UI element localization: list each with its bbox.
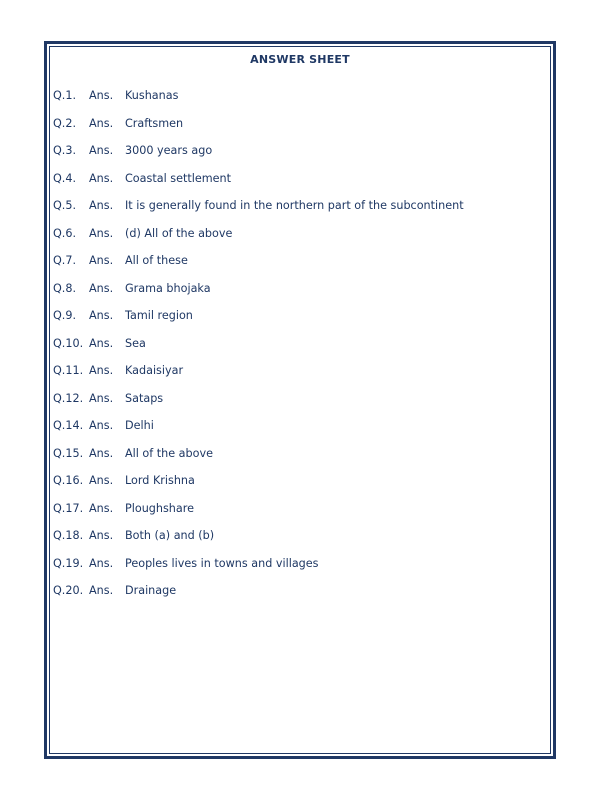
answer-label: Ans. bbox=[89, 281, 114, 295]
question-number: Q.14. bbox=[53, 419, 84, 432]
answer-row bbox=[53, 447, 464, 475]
answer-list bbox=[53, 89, 464, 612]
answer-label: Ans. bbox=[89, 226, 114, 240]
answer-row bbox=[53, 392, 464, 420]
page-title: ANSWER SHEET bbox=[250, 53, 350, 66]
answer-text: (d) All of the above bbox=[125, 226, 233, 240]
answer-text: Kushanas bbox=[125, 89, 179, 102]
answer-row bbox=[53, 144, 464, 172]
answer-label: Ans. bbox=[89, 254, 114, 267]
answer-text: All of the above bbox=[125, 446, 213, 460]
answer-label: Ans. bbox=[89, 336, 114, 350]
question-number: Q.5. bbox=[53, 199, 77, 212]
answer-label: Ans. bbox=[89, 364, 114, 377]
answer-row bbox=[53, 337, 464, 365]
answer-text: Coastal settlement bbox=[125, 171, 231, 185]
question-number: Q.2. bbox=[53, 116, 77, 130]
answer-label: Ans. bbox=[89, 584, 114, 597]
question-number: Q.10. bbox=[53, 336, 84, 350]
question-number: Q.20. bbox=[53, 584, 84, 597]
answer-text: Lord Krishna bbox=[125, 474, 195, 487]
question-number: Q.4. bbox=[53, 171, 77, 185]
answer-label: Ans. bbox=[89, 116, 114, 130]
answer-text: It is generally found in the northern part of the subcontinent bbox=[125, 199, 464, 212]
answer-text: Ploughshare bbox=[125, 501, 194, 515]
answer-text: Craftsmen bbox=[125, 116, 184, 130]
question-number: Q.3. bbox=[53, 144, 77, 157]
answer-row bbox=[53, 254, 464, 282]
answer-row bbox=[53, 172, 464, 200]
answer-text: Sea bbox=[125, 336, 146, 350]
answer-label: Ans. bbox=[89, 529, 114, 542]
answer-label: Ans. bbox=[89, 391, 114, 405]
answer-row bbox=[53, 529, 464, 557]
question-number: Q.18. bbox=[53, 529, 84, 542]
answer-label: Ans. bbox=[89, 556, 114, 570]
answer-sheet-frame bbox=[44, 41, 556, 759]
answer-row bbox=[53, 309, 464, 337]
answer-row bbox=[53, 117, 464, 145]
answer-row bbox=[53, 227, 464, 255]
answer-row bbox=[53, 474, 464, 502]
question-number: Q.9. bbox=[53, 309, 77, 322]
answer-label: Ans. bbox=[89, 309, 114, 322]
answer-row bbox=[53, 89, 464, 117]
answer-label: Ans. bbox=[89, 419, 114, 432]
question-number: Q.6. bbox=[53, 226, 77, 240]
answer-row bbox=[53, 419, 464, 447]
answer-label: Ans. bbox=[89, 171, 114, 185]
answer-row bbox=[53, 584, 464, 612]
answer-row bbox=[53, 364, 464, 392]
answer-text: Kadaisiyar bbox=[125, 364, 184, 377]
answer-row bbox=[53, 199, 464, 227]
answer-row bbox=[53, 282, 464, 310]
answer-text: All of these bbox=[125, 254, 188, 267]
answer-text: Tamil region bbox=[125, 309, 193, 322]
answer-row bbox=[53, 502, 464, 530]
question-number: Q.16. bbox=[53, 474, 84, 487]
answer-label: Ans. bbox=[89, 199, 114, 212]
answer-label: Ans. bbox=[89, 474, 114, 487]
question-number: Q.15. bbox=[53, 446, 84, 460]
answer-text: Both (a) and (b) bbox=[125, 529, 215, 542]
answer-text: 3000 years ago bbox=[125, 144, 213, 157]
answer-row bbox=[53, 557, 464, 585]
question-number: Q.1. bbox=[53, 89, 77, 102]
answer-text: Grama bhojaka bbox=[125, 281, 211, 295]
answer-label: Ans. bbox=[89, 89, 114, 102]
question-number: Q.12. bbox=[53, 391, 84, 405]
answer-text: Sataps bbox=[125, 391, 164, 405]
answer-text: Delhi bbox=[125, 419, 154, 432]
answer-label: Ans. bbox=[89, 446, 114, 460]
answer-text: Peoples lives in towns and villages bbox=[125, 556, 319, 570]
answer-label: Ans. bbox=[89, 501, 114, 515]
question-number: Q.17. bbox=[53, 501, 84, 515]
answer-text: Drainage bbox=[125, 584, 177, 597]
answer-label: Ans. bbox=[89, 144, 114, 157]
question-number: Q.19. bbox=[53, 556, 84, 570]
question-number: Q.11. bbox=[53, 364, 84, 377]
question-number: Q.8. bbox=[53, 281, 77, 295]
question-number: Q.7. bbox=[53, 254, 77, 267]
